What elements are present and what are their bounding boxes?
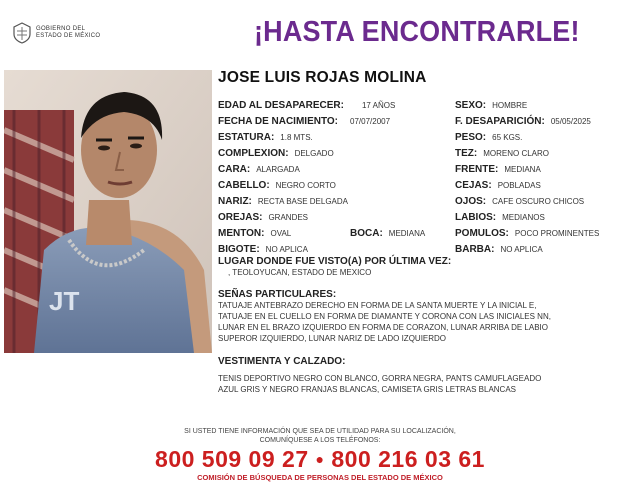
field-cabello-label: CABELLO: (218, 180, 270, 191)
field-peso-value: 65 KGS. (492, 133, 523, 142)
field-pomulos-label: POMULOS: (455, 228, 509, 239)
field-sexo-value: HOMBRE (492, 101, 528, 110)
field-menton (218, 224, 291, 240)
field-edad-label: EDAD AL DESAPARECER: (218, 100, 344, 111)
field-frente (455, 160, 541, 176)
field-estatura-value: 1.8 MTS. (280, 133, 313, 142)
field-menton-value: OVAL (270, 229, 292, 238)
field-cejas (455, 176, 541, 192)
field-boca-value: MEDIANA (388, 229, 426, 238)
field-nariz (218, 192, 348, 208)
field-labios (455, 208, 545, 224)
field-frente-value: MEDIANA (504, 165, 541, 174)
field-estatura (218, 128, 313, 144)
field-frente-label: FRENTE: (455, 164, 499, 175)
svg-text:JT: JT (49, 286, 80, 316)
field-barba (455, 240, 543, 256)
phone-2[interactable]: 800 216 03 61 (331, 446, 485, 472)
field-orejas-label: OREJAS: (218, 212, 263, 223)
field-edad-value: 17 AÑOS (361, 101, 396, 110)
gov-line1: GOBIERNO DEL (36, 26, 86, 32)
contact-note-line1: SI USTED TIENE INFORMACIÓN QUE SEA DE UTILIDAD PARA SU LOCALIZACIÓN, (184, 428, 456, 435)
field-labios-value: MEDIANOS (502, 213, 545, 222)
clothing-line: AZUL GRIS Y NEGRO FRANJAS BLANCAS, CAMISETA GRIS LETRAS BLANCAS (218, 385, 517, 394)
field-barba-label: BARBA: (455, 244, 495, 255)
field-f-desaparicion-value: 05/05/2025 (550, 117, 591, 126)
state-emblem-icon (12, 22, 32, 44)
field-sexo (455, 96, 527, 112)
field-ojos-label: OJOS: (455, 196, 487, 207)
marks-line: TATUAJE EN EL CUELLO EN FORMA DE DIAMANTE Y CORONA CON LAS INICIALES NN, (218, 312, 551, 321)
field-pomulos (455, 224, 599, 240)
field-fecha-nac-value: 07/07/2007 (350, 117, 391, 126)
marks-label: SEÑAS PARTICULARES: (218, 289, 337, 300)
field-bigote-value: NO APLICA (265, 245, 308, 254)
field-cara-label: CARA: (218, 164, 251, 175)
missing-person-photo (4, 70, 212, 353)
field-nariz-label: NARIZ: (218, 196, 252, 207)
last-seen-value: , TEOLOYUCAN, ESTADO DE MEXICO (228, 268, 372, 277)
clothing-label: VESTIMENTA Y CALZADO: (218, 356, 346, 367)
field-f-desaparicion (455, 112, 591, 128)
field-fecha-nac-label: FECHA DE NACIMIENTO: (218, 116, 338, 127)
field-complexion-label: COMPLEXION: (218, 148, 289, 159)
contact-note (0, 427, 640, 445)
headline: ¡HASTA ENCONTRARLE! (254, 16, 580, 48)
field-pomulos-value: POCO PROMINENTES (514, 229, 600, 238)
phone-numbers (0, 448, 640, 471)
field-cabello-value: NEGRO CORTO (275, 181, 336, 190)
field-sexo-label: SEXO: (455, 100, 487, 111)
field-orejas-value: GRANDES (268, 213, 309, 222)
separator-dot-icon: ● (315, 451, 325, 467)
field-tez-label: TEZ: (455, 148, 478, 159)
last-seen-label: LUGAR DONDE FUE VISTO(A) POR ÚLTIMA VEZ: (218, 256, 452, 267)
field-ojos (455, 192, 584, 208)
field-bigote (218, 240, 308, 256)
field-nariz-value: RECTA BASE DELGADA (257, 197, 348, 206)
field-peso (455, 128, 522, 144)
field-labios-label: LABIOS: (455, 212, 497, 223)
phone-1[interactable]: 800 509 09 27 (155, 446, 309, 472)
field-tez-value: MORENO CLARO (483, 149, 550, 158)
field-f-desaparicion-label: F. DESAPARICIÓN: (455, 116, 545, 127)
field-fecha-nac (218, 112, 390, 128)
field-cara (218, 160, 300, 176)
field-barba-value: NO APLICA (500, 245, 543, 254)
person-name: JOSE LUIS ROJAS MOLINA (218, 69, 427, 86)
commission-name: COMISIÓN DE BÚSQUEDA DE PERSONAS DEL ESTADO DE MÉXICO (197, 473, 443, 482)
field-peso-label: PESO: (455, 132, 487, 143)
contact-note-line2: COMUNÍQUESE A LOS TELÉFONOS: (259, 437, 381, 444)
field-cejas-value: POBLADAS (497, 181, 541, 190)
field-complexion-value: DELGADO (294, 149, 334, 158)
field-orejas (218, 208, 308, 224)
field-bigote-label: BIGOTE: (218, 244, 260, 255)
field-menton-label: MENTON: (218, 228, 265, 239)
field-tez (455, 144, 549, 160)
field-cabello (218, 176, 336, 192)
field-cara-value: ALARGADA (256, 165, 300, 174)
field-estatura-label: ESTATURA: (218, 132, 275, 143)
marks-line: LUNAR EN EL BRAZO IZQUIERDO EN FORMA DE CORAZON, LUNAR ARRIBA DE LABIO (218, 323, 548, 332)
field-boca-label: BOCA: (350, 228, 383, 239)
field-ojos-value: CAFE OSCURO CHICOS (492, 197, 585, 206)
gov-line2: ESTADO DE MÉXICO (36, 33, 101, 39)
marks-line: TATUAJE ANTEBRAZO DERECHO EN FORMA DE LA SANTA MUERTE Y LA INICIAL E, (218, 301, 537, 310)
marks-line: SUPEROR IZQUIERDO, LUNAR NARIZ DE LADO IZQUIERDO (218, 334, 447, 343)
field-complexion (218, 144, 334, 160)
field-cejas-label: CEJAS: (455, 180, 492, 191)
field-edad (218, 96, 395, 112)
government-logo (12, 22, 122, 44)
clothing-line: TENIS DEPORTIVO NEGRO CON BLANCO, GORRA NEGRA, PANTS CAMUFLAGEADO (218, 374, 542, 383)
field-boca (350, 224, 425, 240)
photo-illustration (4, 70, 212, 353)
